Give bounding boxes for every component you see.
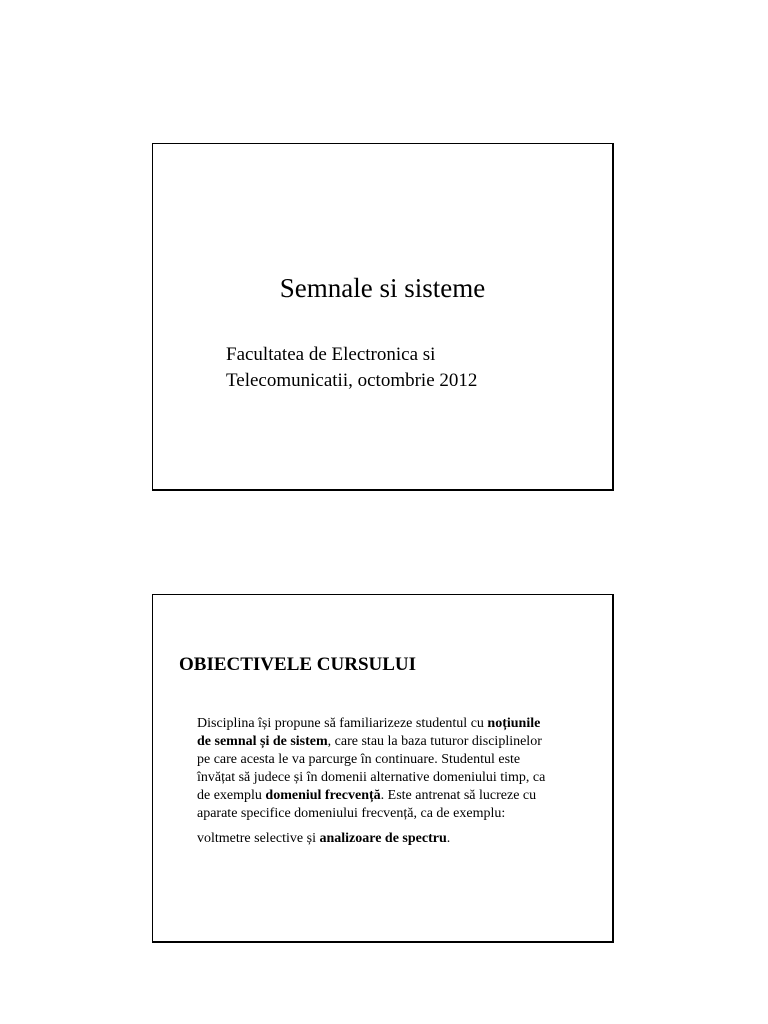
bold-run: de semnal și de sistem [197, 734, 328, 749]
objectives-paragraph [197, 715, 597, 848]
bold-run: domeniul frecvență [265, 788, 381, 803]
paragraph-line-2 [197, 733, 597, 751]
slide-subtitle [226, 342, 477, 394]
paragraph-line-3: pe care acesta le va parcurge în continuare. Studentul este [197, 752, 521, 767]
text-run: de exemplu [197, 788, 266, 803]
text-run: . Este antrenat să lucreze cu [380, 788, 537, 803]
paragraph-line-1 [197, 715, 597, 733]
bold-run: analizoare de spectru [319, 831, 447, 846]
paragraph-line-6: aparate specifice domeniului frecvență, ca de exemplu: [197, 806, 506, 821]
subtitle-line-1: Facultatea de Electronica si [226, 344, 436, 365]
text-run: , care stau la baza tuturor disciplinelor [327, 734, 542, 749]
slide-objectives [152, 594, 614, 943]
objectives-heading: OBIECTIVELE CURSULUI [179, 654, 417, 675]
text-run: . [446, 831, 451, 846]
paragraph-line-4: învățat să judece și în domenii alternative domeniului timp, ca [197, 770, 546, 785]
paragraph-line-5 [197, 787, 597, 805]
paragraph-line-7 [197, 830, 597, 848]
slide-title-heading: Semnale si sisteme [279, 273, 486, 303]
bold-run: noțiunile [487, 716, 541, 731]
subtitle-line-2: Telecomunicatii, octombrie 2012 [226, 370, 478, 391]
text-run: voltmetre selective și [197, 831, 320, 846]
slide-title [152, 143, 614, 491]
text-run: Disciplina își propune să familiarizeze studentul cu [197, 716, 488, 731]
